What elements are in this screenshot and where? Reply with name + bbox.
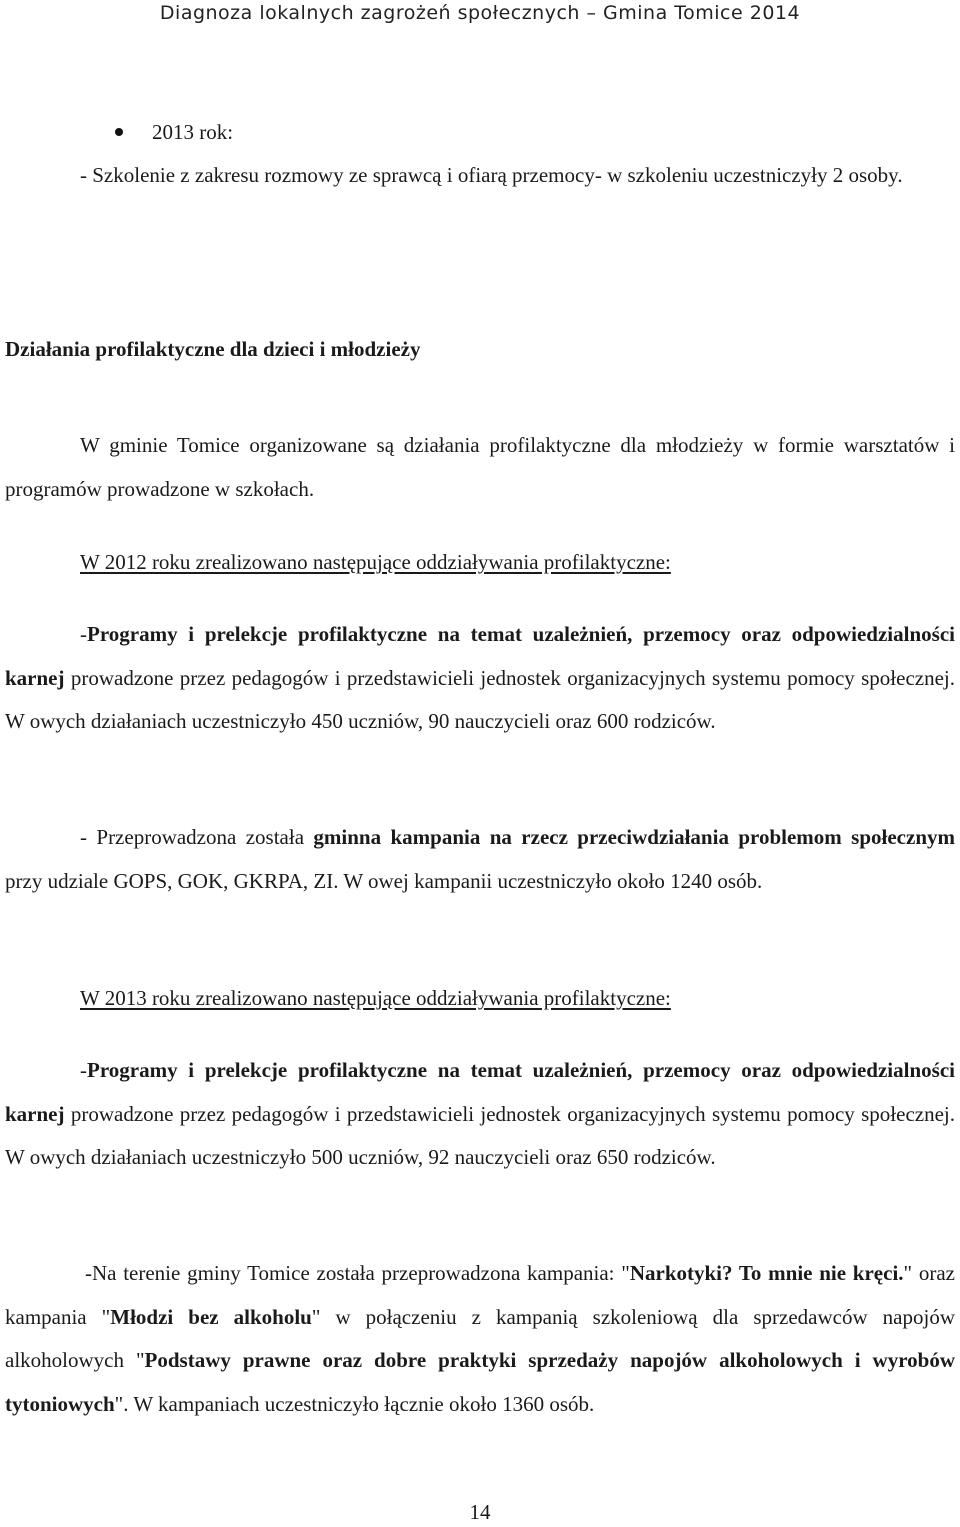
dash: - [80,622,87,646]
campaign-name-podstawy: Podstawy prawne oraz dobre praktyki sprzedaży napojów alkoholowych i wyrobów tytoniowych [5,1348,955,1416]
campaign-2012-paragraph [5,816,955,903]
heading-2013 [80,977,950,1021]
campaign-2012-pre: - Przeprowadzona została [80,825,314,849]
heading-2013-text: W 2013 roku zrealizowano następujące oddziaływania profilaktyczne: [80,986,671,1010]
campaign-2013-mid2: " w połączeniu z kampanią szkoleniową dla sprzedawców napojów alkoholowych " [5,1304,955,1372]
training-paragraph [80,154,955,198]
campaign-2013-paragraph [5,1252,955,1426]
page-number: 14 [469,1500,491,1524]
programs-2013-bold: Programy i prelekcje profilaktyczne na temat uzależnień, przemocy oraz odpowiedzialności karnej [5,1058,955,1126]
heading-2012-text: W 2012 roku zrealizowano następujące oddziaływania profilaktyczne: [80,550,671,574]
campaign-2013-end: ". W kampaniach uczestniczyło łącznie około 1360 osób. [114,1391,595,1416]
campaign-2012-bold: gminna kampania na rzecz przeciwdziałania problemom społecznym [313,825,955,849]
programs-2012-paragraph [5,613,955,744]
campaign-name-narkotyki: Narkotyki? To mnie nie kręci. [629,1261,904,1285]
campaign-2013-pre: -Na terenie gminy Tomice została przeprowadzona kampania: " [85,1261,630,1285]
bullet-colon: : [227,120,234,144]
programs-2013-rest: prowadzone przez pedagogów i przedstawicieli jednostek organizacyjnych systemu pomocy społecznej. W owych działaniach uczestniczyło 500 uczniów, 92 nauczycieli oraz 650 rodziców. [5,1101,955,1169]
bullet-dot-icon [115,128,123,136]
bullet-year: 2013 rok [152,120,228,144]
dash: - [80,1058,87,1082]
campaign-2012-rest: przy udziale GOPS, GOK, GKRPA, ZI. W owej kampanii uczestniczyło około 1240 osób. [5,868,763,893]
programs-2012-bold: Programy i prelekcje profilaktyczne na temat uzależnień, przemocy oraz odpowiedzialności karnej [5,622,955,690]
campaign-name-mlodzi: Młodzi bez alkoholu [110,1304,312,1329]
heading-2012 [80,541,950,585]
bullet-label [152,111,233,154]
programs-2013-paragraph [5,1049,955,1180]
training-text: - Szkolenie z zakresu rozmowy ze sprawcą i ofiarą przemocy- w szkoleniu uczestniczyły 2 osoby. [80,163,903,187]
programs-2012-rest: prowadzone przez pedagogów i przedstawicieli jednostek organizacyjnych systemu pomocy społecznej. W owych działaniach uczestniczyło 450 uczniów, 90 nauczycieli oraz 600 rodziców. [5,665,955,733]
section-heading: Działania profilaktyczne dla dzieci i młodzieży [5,337,421,361]
running-header: Diagnoza lokalnych zagrożeń społecznych – Gmina Tomice 2014 [159,2,801,24]
intro-paragraph: W gminie Tomice organizowane są działania profilaktyczne dla młodzieży w formie warsztatów i programów prowadzone w szkołach. [5,433,955,501]
campaign-2013-mid1: " oraz kampania " [5,1261,955,1329]
